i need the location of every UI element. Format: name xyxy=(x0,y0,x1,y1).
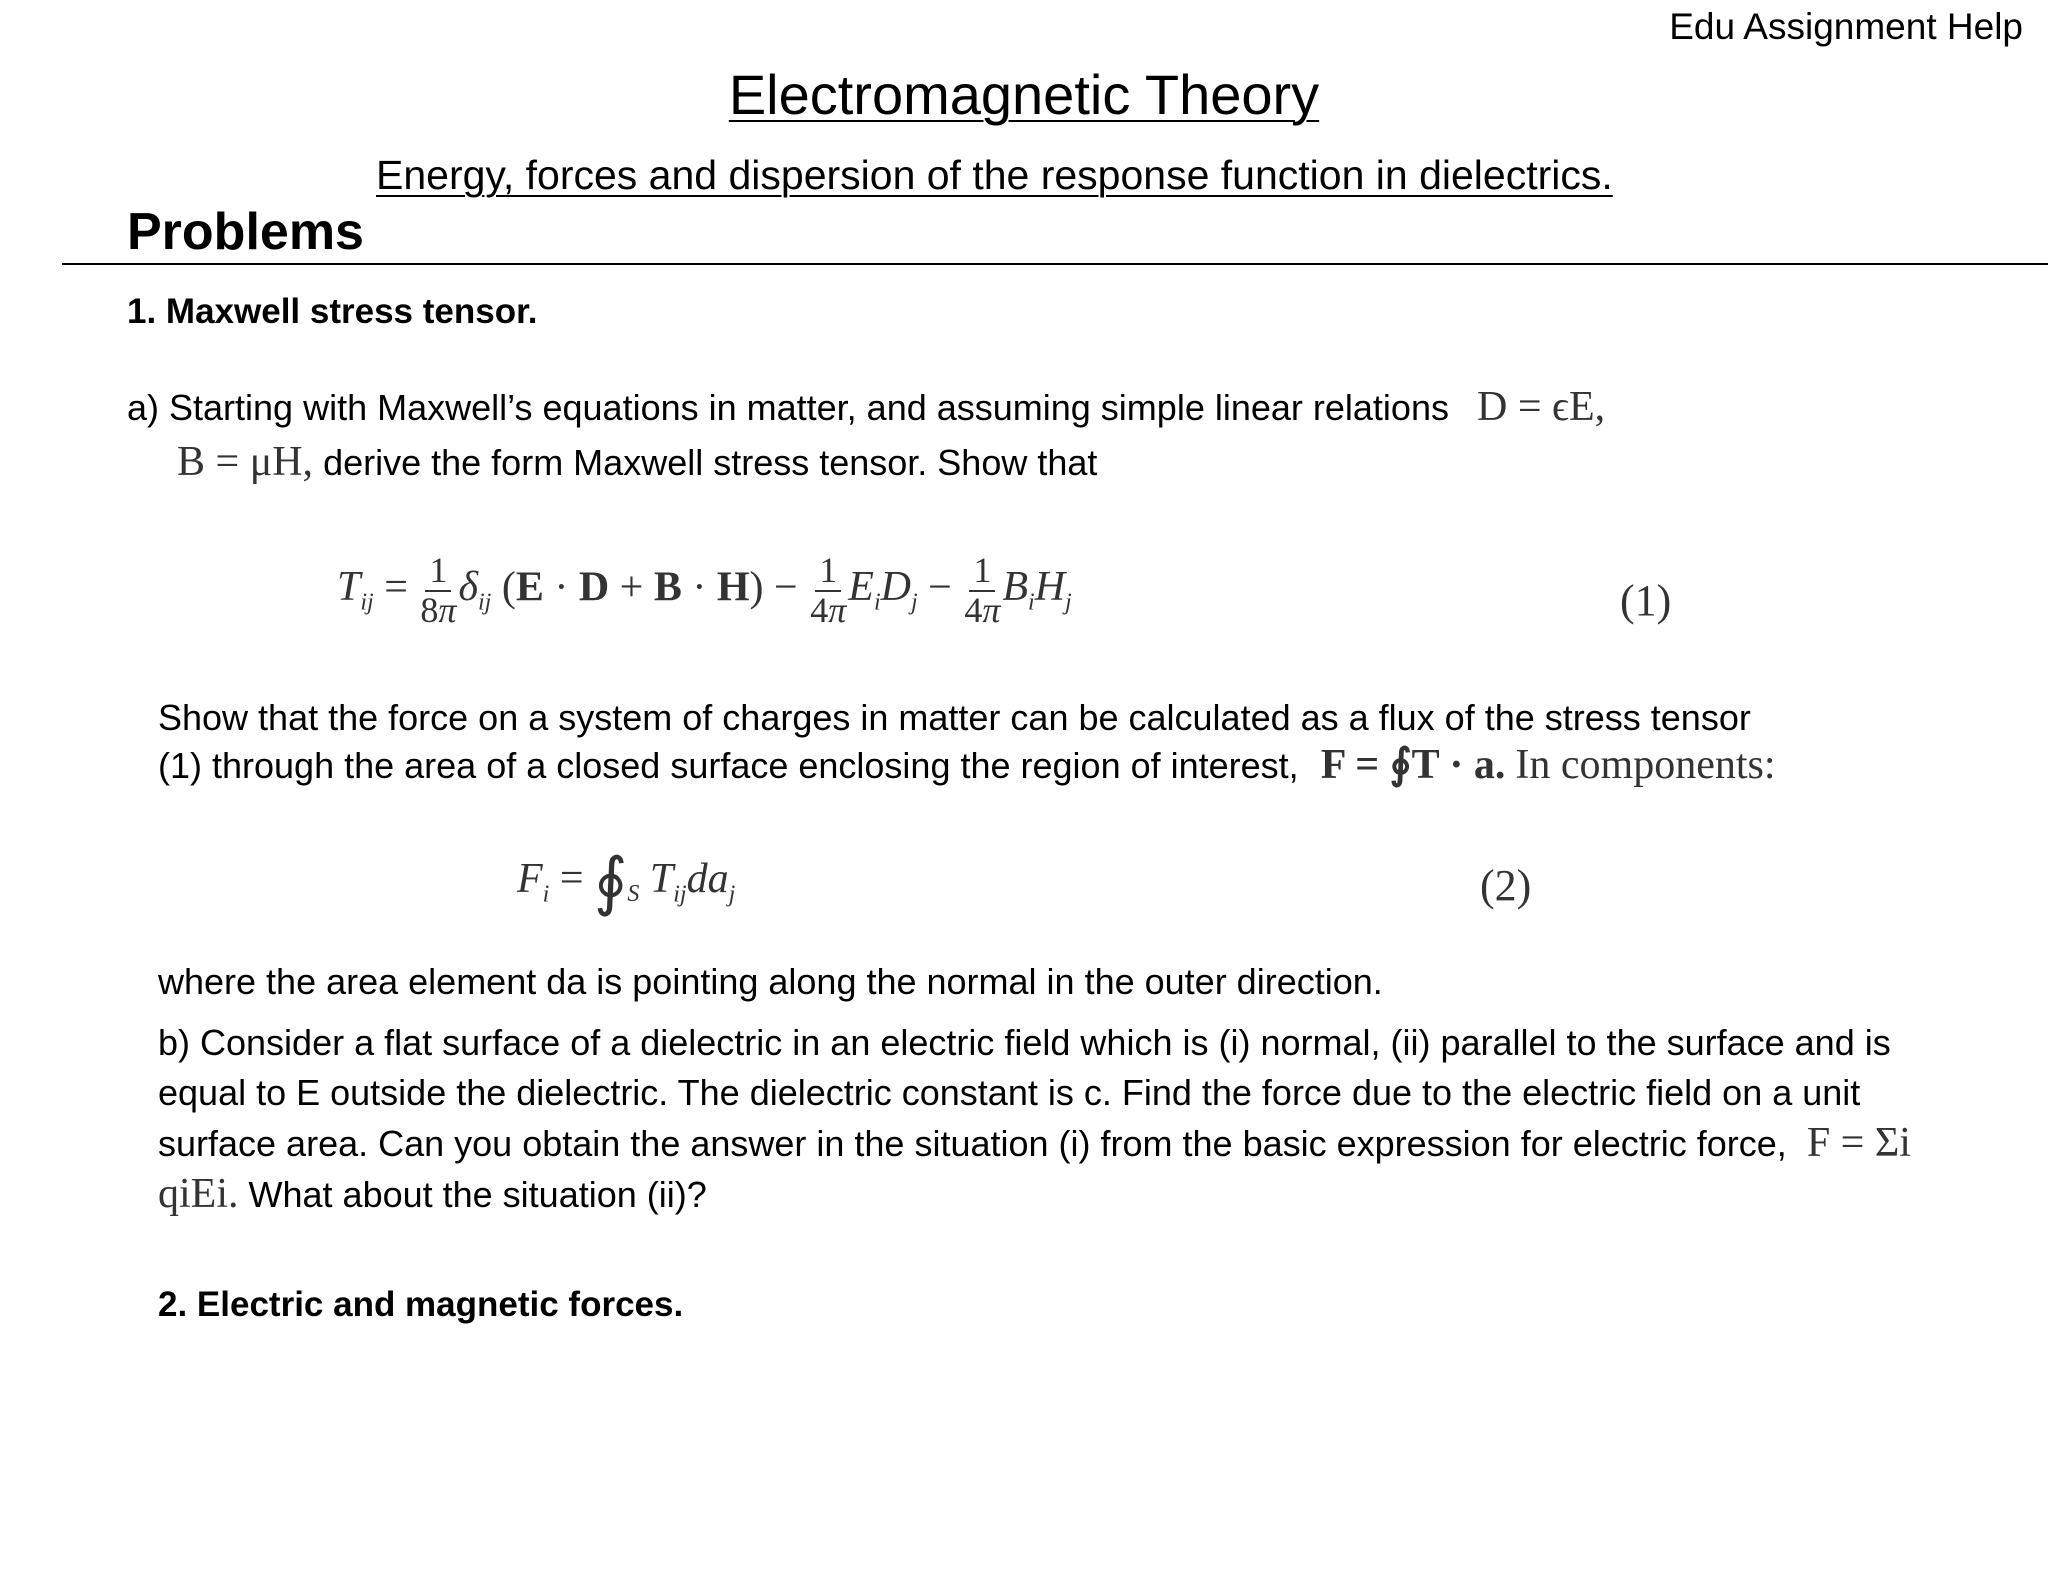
page-title-text: Electromagnetic Theory xyxy=(728,63,1320,126)
part-a-line2 xyxy=(177,437,1097,488)
part-a-text1: a) Starting with Maxwell’s equations in matter, and assuming simple linear relations xyxy=(127,387,1449,428)
force-line2-text: (1) through the area of a closed surface enclosing the region of interest, xyxy=(158,745,1299,786)
force-components-label: In components: xyxy=(1515,742,1776,788)
part-b-text: b) Consider a flat surface of a dielectric in an electric field which is (i) normal, (ii) parallel to the surface and is equal to E outside the dielectric. The dielectric constant is c. Find the force due to the electric field on a unit surface area. Can you obtain the answer in the situation (i) from the basic expression for electric force, xyxy=(158,1022,1891,1164)
relation-d-eps-e: D = ϵE, xyxy=(1476,384,1606,430)
force-line2 xyxy=(158,740,1776,791)
part-a-line1 xyxy=(127,382,1605,433)
problem1-heading: 1. Maxwell stress tensor. xyxy=(127,292,538,331)
fraction-1-4pi-b: $\frac{1}{4\pi}$ xyxy=(964,550,1001,630)
page-subtitle xyxy=(376,152,1613,199)
relation-b-mu-h: B = μH, xyxy=(177,439,314,485)
equation-1-stress-tensor: $T_{ij}$ = $\frac{1}{8\pi}$ $\delta_{ij}$ (E · D + B · H) − $\frac{1}{4\pi}$ $E_iD_j$ − $\frac{1}{4\pi}$ $B_iH_j$ xyxy=(337,550,1072,630)
part-a-text2: derive the form Maxwell stress tensor. Show that xyxy=(323,442,1098,483)
section-divider xyxy=(62,263,2048,265)
section-heading: Problems xyxy=(127,203,364,261)
equation-2-number: (2) xyxy=(1480,861,1532,910)
force-line1: Show that the force on a system of charges in matter can be calculated as a flux of the stress tensor xyxy=(158,697,1751,738)
part-b-paragraph xyxy=(158,1018,1918,1220)
fraction-1-4pi: $\frac{1}{4\pi}$ xyxy=(810,550,847,630)
page-subtitle-text: Energy, forces and dispersion of the response function in dielectrics. xyxy=(376,152,1613,198)
where-line: where the area element da is pointing along the normal in the outer direction. xyxy=(158,961,1383,1002)
brand-label: Edu Assignment Help xyxy=(1669,6,2023,47)
force-flux-formula: F = ∮T · a. xyxy=(1320,742,1506,788)
equation-2-force-components: $F_i$ = $∮_S$ $T_{ij}da_j$ xyxy=(517,846,736,917)
part-b-end: What about the situation (ii)? xyxy=(248,1174,707,1215)
fraction-1-8pi: $\frac{1}{8\pi}$ xyxy=(420,550,457,630)
page-title xyxy=(0,62,2048,127)
electric-force-formula: F = Σi qiEi. xyxy=(158,1120,1911,1217)
equation-1-number: (1) xyxy=(1620,576,1672,625)
problem2-heading: 2. Electric and magnetic forces. xyxy=(158,1285,684,1324)
